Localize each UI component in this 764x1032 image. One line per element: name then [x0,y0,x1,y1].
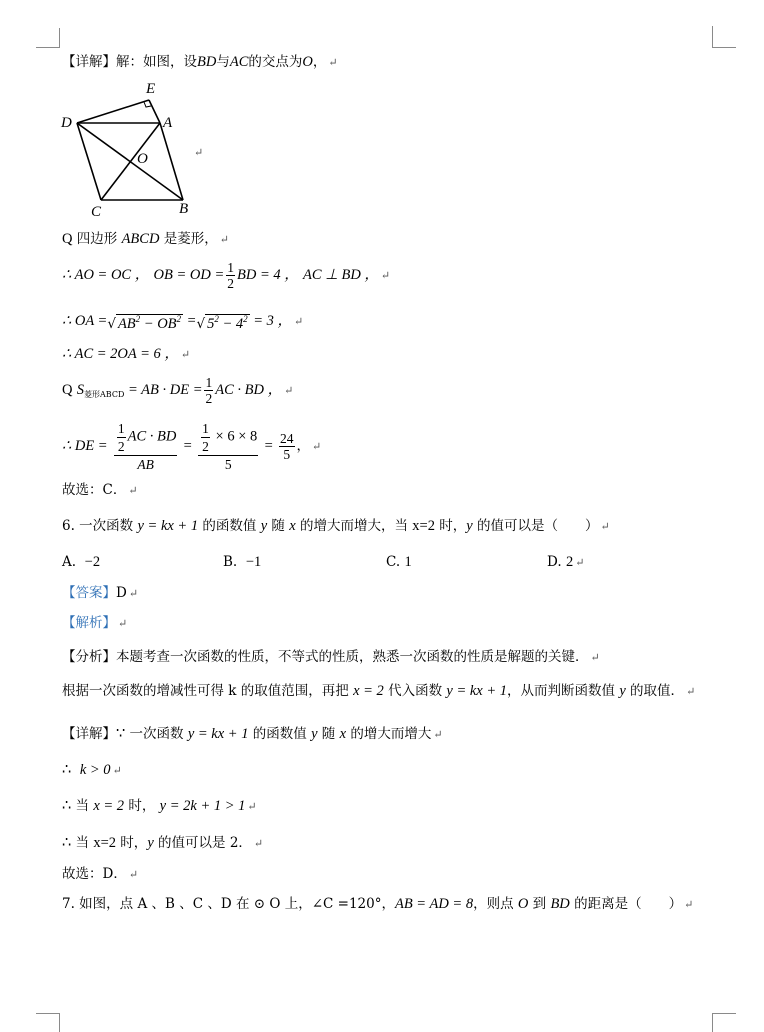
rhombus-given-line: Q 四边形 ABCD 是菱形， ↵ [62,231,229,247]
label-b: B [179,201,189,217]
label-e: E [146,81,156,97]
analysis-tag-line: 【解析】 ↵ [62,615,128,631]
sqrt-expression-2: √ $5^2 - 4^2$ [196,314,248,332]
label-c: C [91,204,102,220]
fraction-half: $\frac{1}{2}$ [205,375,213,406]
page-corner-mark-top-left [36,28,60,48]
detail-line: 【详解】∵ 一次函数 y = kx + 1 的函数值 y 随 x 的增大而增大 ↵ [62,726,443,742]
question-6: 6. 一次函数 y = kx + 1 的函数值 y 随 x 的增大而增大，当 x=2 时，y 的值可以是（ ） ↵ [62,518,610,534]
detail-intro-line: 【详解】解：如图，设BD与AC的交点为O， ↵ [62,54,338,70]
question-7: 7. 如图，点 A 、B 、C 、D 在 ⊙ O 上，∠C =120°，AB = AD = 8，则点 O 到 BD 的距离是（ ） ↵ [62,896,694,912]
choice-c-line: 故选：C． ↵ [62,482,138,498]
ac-length-line: ∴ AC = 2OA = 6 ， ↵ [62,346,191,362]
diagonal-ac [101,123,160,200]
pythagoras-line: ∴ OA =√ $AB^2 - OB^2$ =√ $5^2 - 4^2 = 3$ ， ↵ [62,310,303,333]
option-b: B. −1 [223,554,262,570]
return-mark: ↵ [328,56,338,69]
fraction-half: $\frac{1}{2}$ [227,260,234,291]
fraction-result: $\frac{24}{5}$ [280,431,294,462]
option-d: D. 2 ↵ [547,554,585,570]
segment-ea [149,100,160,123]
step-substitute: ∴ 当 x = 2 时， y = 2k + 1 > 1 ↵ [62,798,257,814]
compound-fraction-1: $\frac{1}{2}$ AC · BD AB [114,420,177,473]
edge-ab [160,123,183,200]
sqrt-expression-1: √ $AB^2 - OB^2$ [107,314,182,332]
diagonal-halves-line: ∴ AO = OC ， OB = OD = $\frac{1}{2}$ BD = 4 ， AC ⊥ BD ， ↵ [62,260,391,291]
page-corner-mark-bottom-right [712,1013,736,1032]
label-o: O [137,151,148,167]
edge-cd [77,123,101,200]
analysis-tag: 【解析】 [62,615,116,631]
area-formula-line: Q $S_{菱形ABCD}$ = AB · DE = $\frac{1}{2}$ AC · BD ， ↵ [62,375,294,406]
option-a: A. −2 [62,554,101,570]
label-d: D [61,115,72,131]
label-a: A [163,115,173,131]
figure-return-mark: ↵ [194,146,204,159]
analysis-summary: 【分析】本题考查一次函数的性质，不等式的性质，熟悉一次函数的性质是解题的关键． ↵ [62,649,600,665]
page-corner-mark-bottom-left [36,1013,60,1032]
page-corner-mark-top-right [712,26,736,48]
rhombus-figure [58,80,208,220]
compound-fraction-2: $\frac{1}{2}$ × 6 × 8 5 [198,420,258,473]
answer-tag: 【答案】 [62,585,116,601]
approach-line: 根据一次函数的增减性可得 k 的取值范围，再把 x = 2 代入函数 y = kx + 1，从而判断函数值 y 的取值． ↵ [62,683,696,699]
question-6-options [62,553,702,571]
step-conclusion: ∴ 当 x=2 时，y 的值可以是 2． ↵ [62,835,264,851]
choice-d-line: 故选：D． ↵ [62,866,139,882]
step-k-positive: ∴ k > 0 ↵ [62,762,122,778]
option-c: C. 1 [386,554,412,570]
answer-line: 【答案】D ↵ [62,585,139,601]
de-computation-line: ∴ DE = $\frac{1}{2}$ AC · BD AB = $\frac{1}{2}$ × 6 × 8 5 = $\frac{24}{5}$ ， ↵ [62,421,322,472]
segment-de [77,100,149,123]
